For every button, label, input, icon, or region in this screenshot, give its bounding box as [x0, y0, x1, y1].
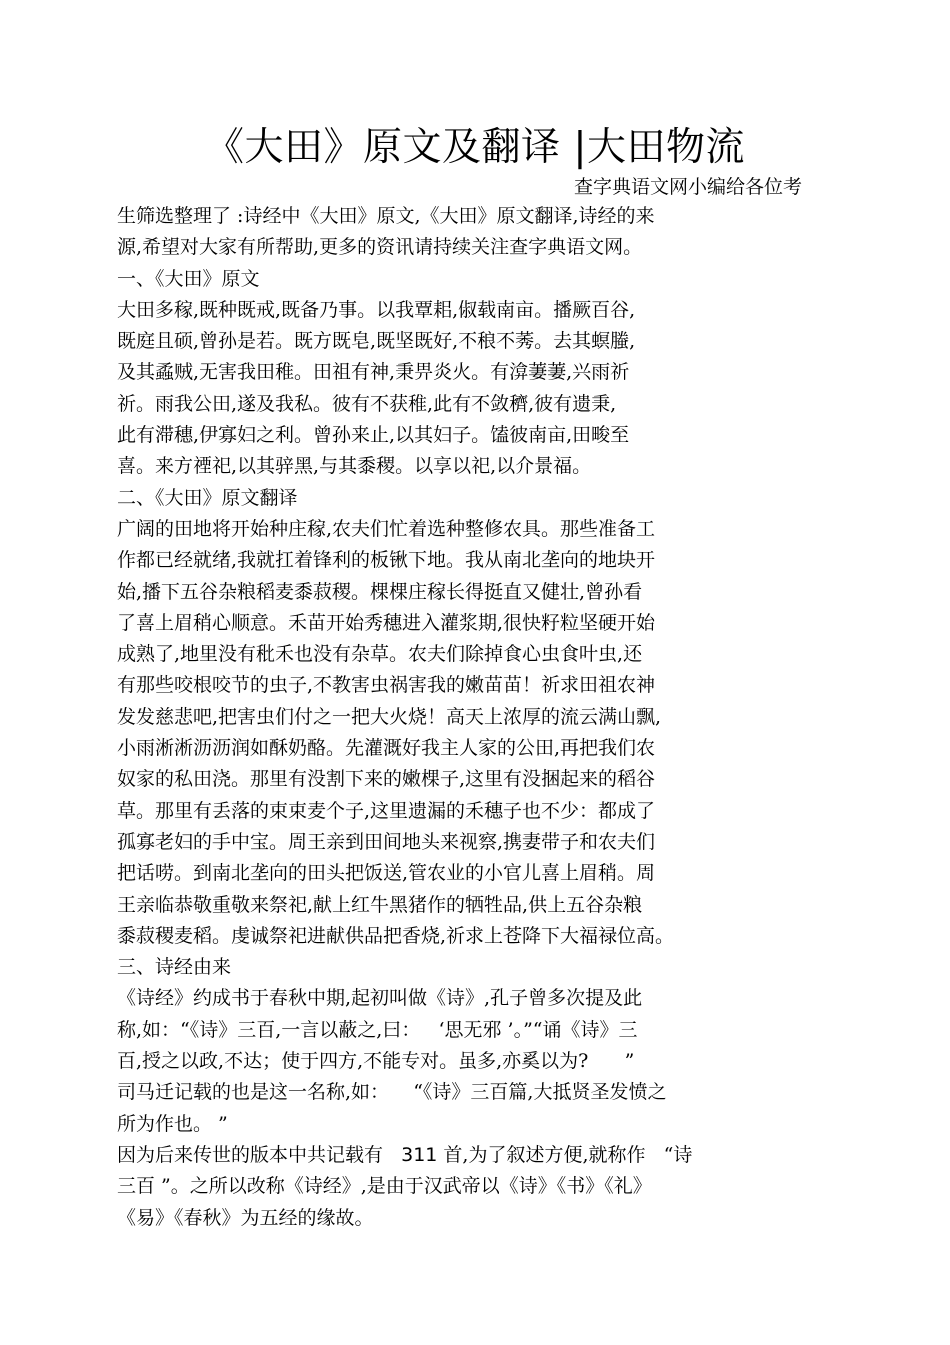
byline: 查字典语文网小编给各位考	[573, 176, 802, 198]
translation-line: 始,播下五谷杂粮稻麦黍菽稷。棵棵庄稼长得挺直又健壮,曾孙看	[117, 580, 643, 603]
origin-line: 所为作也。 ”	[117, 1112, 228, 1135]
origin-line: 《易》《春秋》为五经的缘故。	[117, 1206, 374, 1229]
translation-line: 成熟了,地里没有秕禾也没有杂草。农夫们除掉食心虫食叶虫,还	[117, 643, 643, 666]
section-heading-origin: 三、诗经由来	[117, 956, 232, 979]
translation-line: 把话唠。到南北垄向的田头把饭送,管农业的小官儿喜上眉稍。周	[117, 862, 656, 885]
translation-line: 小雨淅淅沥沥润如酥奶酪。先灌溉好我主人家的公田,再把我们农	[117, 737, 656, 760]
translation-line: 奴家的私田浇。那里有没割下来的嫩棵子,这里有没捆起来的稻谷	[117, 768, 656, 791]
poem-line: 此有滞穗,伊寡妇之利。曾孙来止,以其妇子。馌彼南亩,田畯至	[117, 424, 630, 447]
article-body	[117, 201, 817, 1234]
origin-line: 三百 ”。之所以改称《诗经》,是由于汉武帝以《诗》《书》《礼》	[117, 1175, 652, 1198]
translation-line: 有那些咬根咬节的虫子,不教害虫祸害我的嫩苗苗！祈求田祖农神	[117, 674, 656, 697]
translation-line: 草。那里有丢落的束束麦个子,这里遗漏的禾穗子也不少：都成了	[117, 799, 656, 822]
text-line: 生筛选整理了 :诗经中《大田》原文,《大田》原文翻译,诗经的来	[117, 205, 655, 227]
poem-line: 既庭且硕,曾孙是若。既方既皂,既坚既好,不稂不莠。去其螟螣,	[117, 330, 636, 353]
poem-line: 及其蟊贼,无害我田稚。田祖有神,秉畀炎火。有渰萋萋,兴雨祈	[117, 361, 630, 384]
origin-line: 称,如：“《诗》三百,一言以蔽之,曰： ‘思无邪 ’。”“诵《诗》三	[117, 1018, 638, 1041]
origin-line: 《诗经》约成书于春秋中期,起初叫做《诗》,孔子曾多次提及此	[117, 987, 643, 1010]
section-heading-translation: 二、《大田》原文翻译	[117, 486, 298, 509]
poem-line: 大田多稼,既种既戒,既备乃事。以我覃耜,俶载南亩。播厥百谷,	[117, 298, 636, 321]
origin-line-count	[117, 1140, 817, 1171]
poem-line: 祈。雨我公田,遂及我私。彼有不获稚,此有不敛穧,彼有遗秉,	[117, 392, 617, 415]
translation-line: 孤寡老妇的手中宝。周王亲到田间地头来视察,携妻带子和农夫们	[117, 830, 656, 853]
translation-line: 了喜上眉稍心顺意。禾苗开始秀穗进入灌浆期,很快籽粒坚硬开始	[117, 611, 656, 634]
poem-line: 喜。来方禋祀,以其骍黑,与其黍稷。以享以祀,以介景福。	[117, 455, 592, 478]
poem-count: 311	[401, 1143, 438, 1166]
section-heading-original: 一、《大田》原文	[117, 267, 260, 290]
translation-line: 黍菽稷麦稻。虔诚祭祀进献供品把香烧,祈求上苍降下大福禄位高。	[117, 924, 675, 947]
origin-line: 百,授之以政,不达；使于四方,不能专对。虽多,亦奚以为? ”	[117, 1050, 635, 1073]
translation-line: 作都已经就绪,我就扛着锋利的板锹下地。我从南北垄向的地块开	[117, 549, 656, 572]
count-pre-text: 因为后来传世的版本中共记载有	[117, 1143, 402, 1166]
page-title: 《大田》原文及翻译 |大田物流	[204, 125, 746, 170]
origin-line: 司马迁记载的也是这一名称,如： “《诗》三百篇,大抵贤圣发愤之	[117, 1081, 667, 1104]
translation-line: 王亲临恭敬重敬来祭祀,献上红牛黑猪作的牺牲品,供上五谷杂粮	[117, 893, 643, 916]
count-post-text: 首,为了叙述方便,就称作 “诗	[437, 1143, 693, 1166]
text-line: 源,希望对大家有所帮助,更多的资讯请持续关注查字典语文网。	[117, 236, 643, 259]
translation-line: 广阔的田地将开始种庄稼,农夫们忙着选种整修农具。那些准备工	[117, 517, 656, 540]
translation-line: 发发慈悲吧,把害虫们付之一把大火烧！高天上浓厚的流云满山飘,	[117, 705, 662, 728]
